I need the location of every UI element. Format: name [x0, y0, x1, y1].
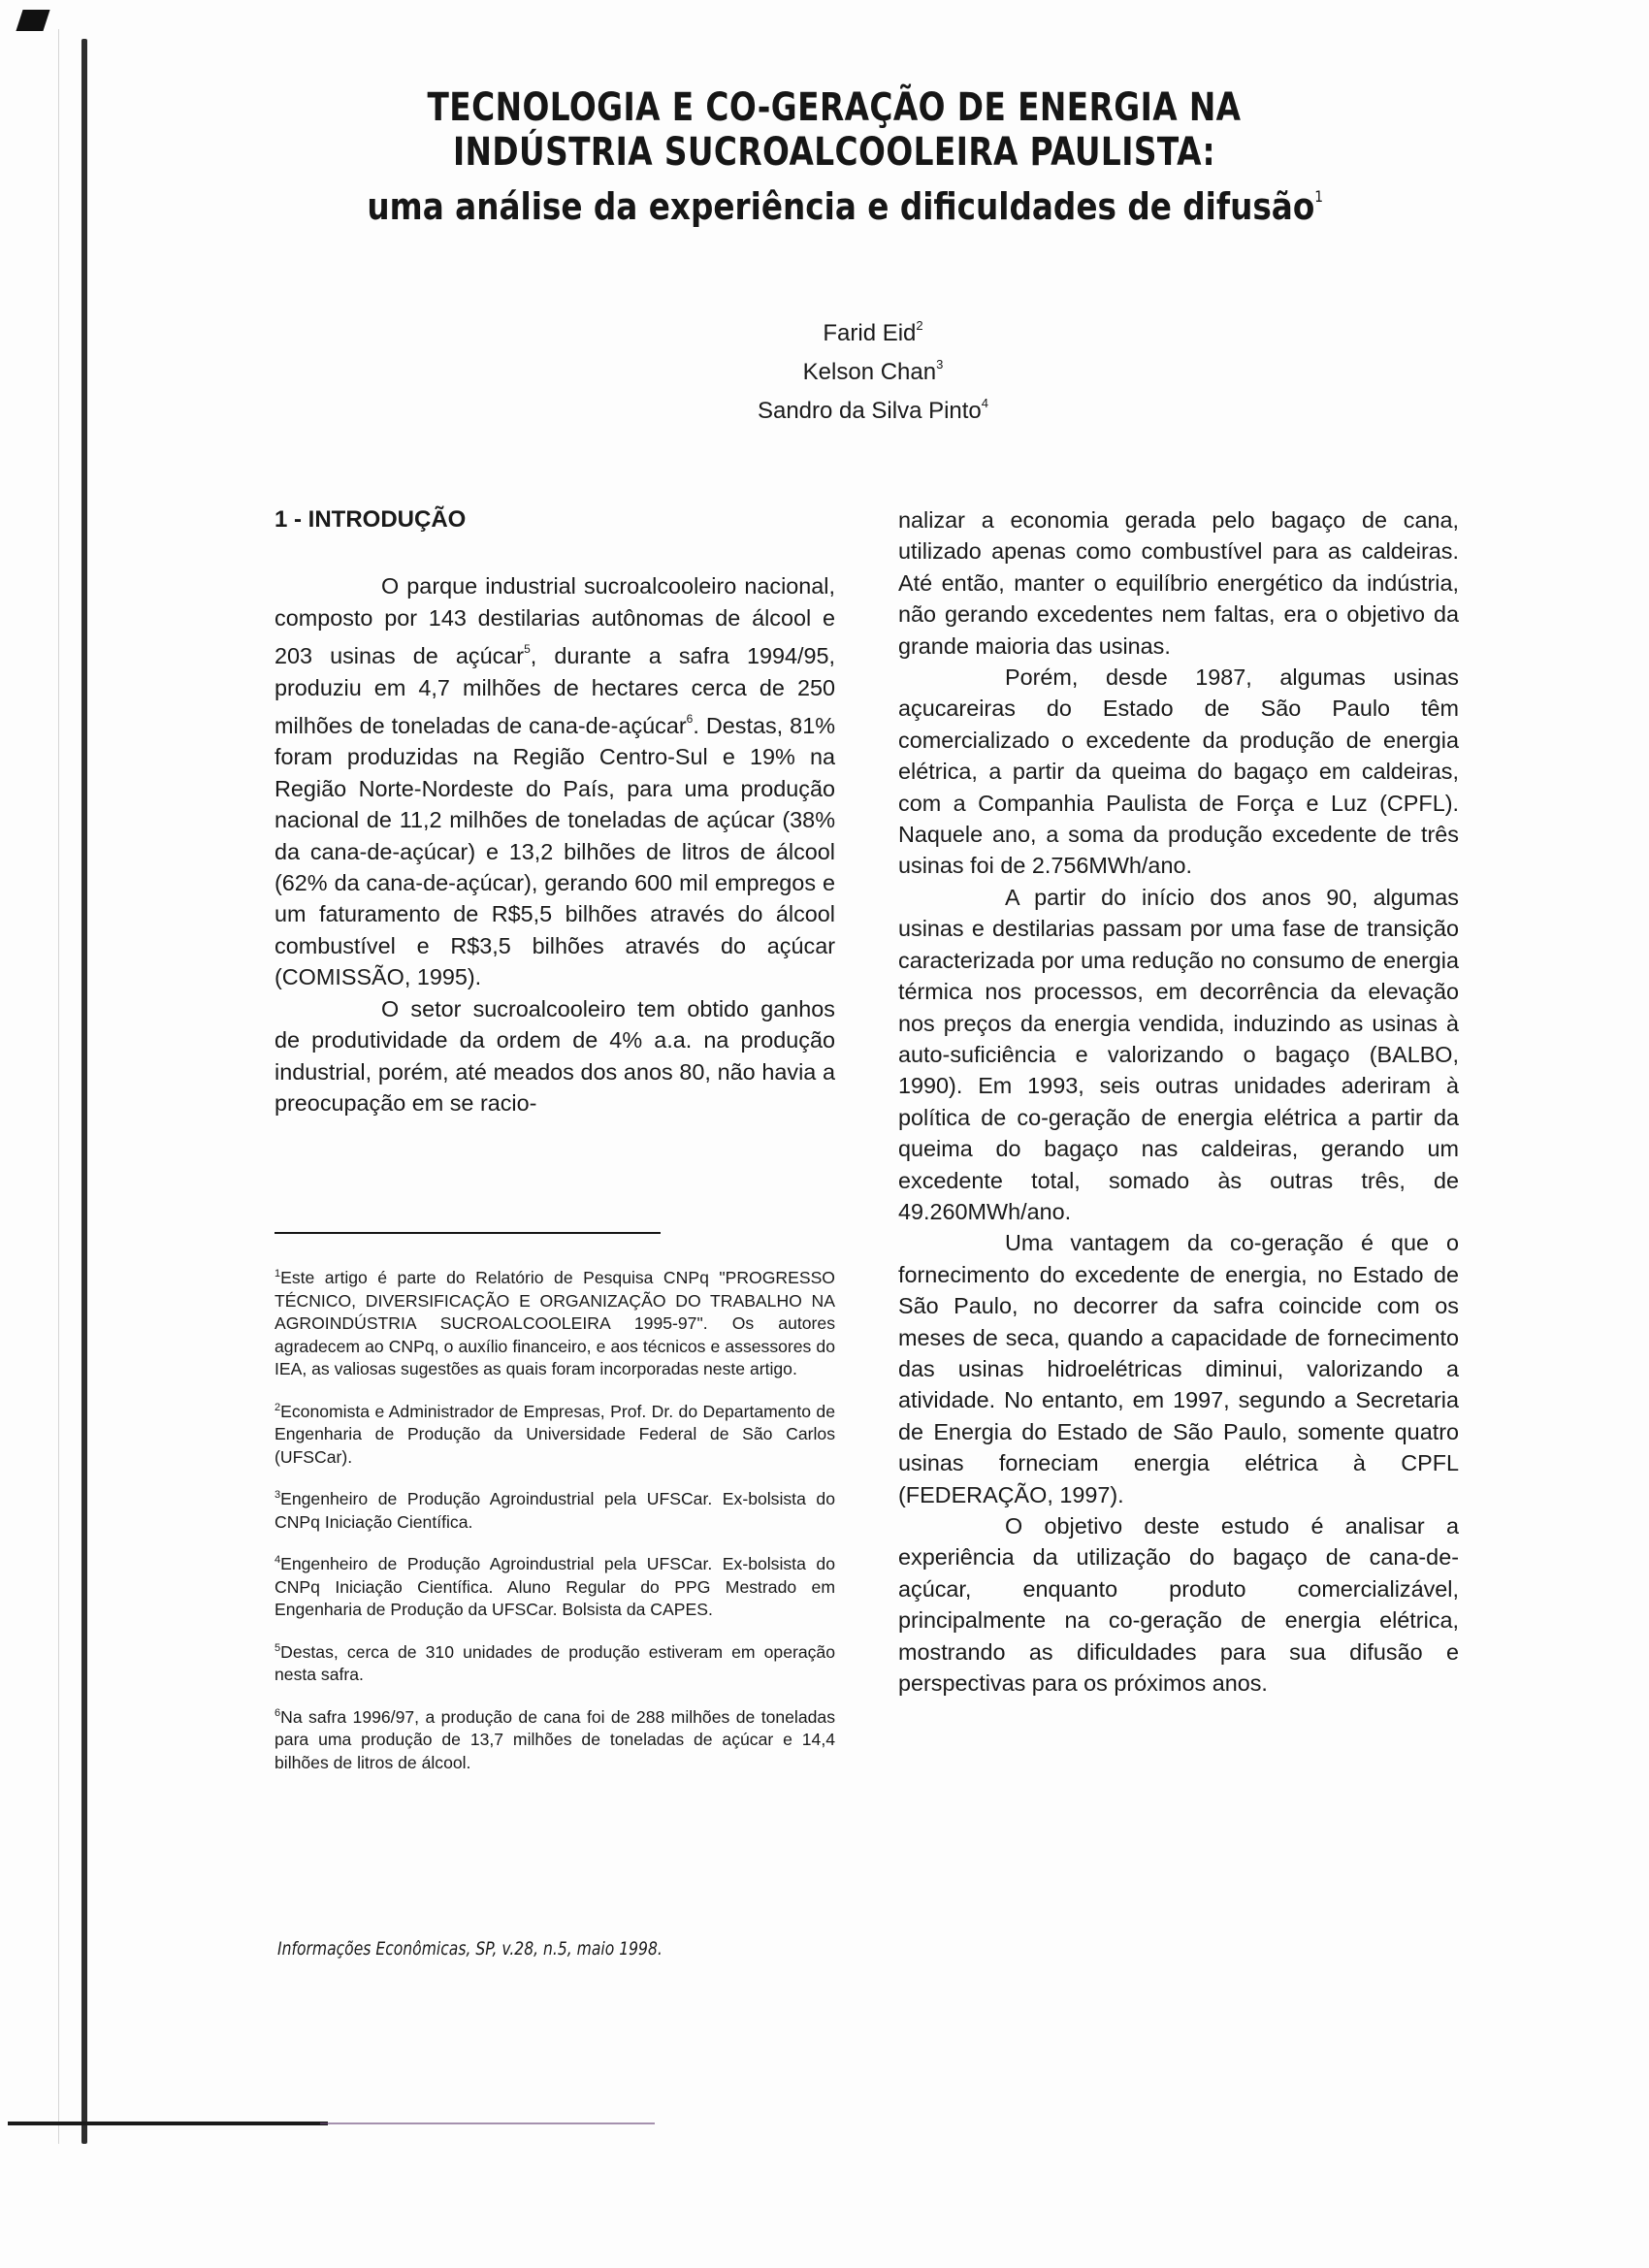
scan-binding-edge	[81, 39, 87, 2144]
footnote-ref[interactable]: 5	[524, 642, 531, 657]
footnote-number: 3	[275, 1489, 281, 1501]
scan-bottom-edge-faint	[320, 2122, 655, 2124]
footnote	[275, 1397, 835, 1470]
footnote-number: 5	[275, 1641, 281, 1654]
paragraph-text: . Destas, 81% foram produzidas na Região Centro-Sul e 19% na Região Norte-Nordeste do País, para uma produção nacional de 11,2 milhões de toneladas de açúcar (38% da cana-de-açúcar) e 13,2 bilhões de litros de álcool (62% da cana-de-açúcar), gerando 600 mil empregos e um faturamento de R$5,5 bilhões através do álcool combustível e R$3,5 bilhões através do açúcar (COMISSÃO, 1995).	[275, 713, 835, 990]
footnote-divider	[275, 1232, 661, 1234]
body-column-left	[275, 504, 835, 1118]
article-subtitle	[367, 175, 1324, 229]
section-heading: 1 - INTRODUÇÃO	[275, 506, 467, 533]
footnote-number: 6	[275, 1706, 281, 1719]
footnote-number: 2	[275, 1401, 281, 1413]
paragraph: Porém, desde 1987, algumas usinas açucareiras do Estado de São Paulo têm comercializado o excedente da produção de energia elétrica, a partir da queima do bagaço em caldeiras, com a Companhia Paulista de Força e Luz (CPFL). Naquele ano, a soma da produção excedente de três usinas foi de 2.756MWh/ano.	[898, 664, 1459, 879]
subtitle-text: uma análise da experiência e dificuldades de difusão	[367, 185, 1315, 228]
paragraph	[275, 570, 835, 992]
scan-corner-artifact	[16, 10, 49, 31]
title-line-1: TECNOLOGIA E CO-GERAÇÃO DE ENERGIA NA	[427, 85, 1242, 130]
paragraph: nalizar a economia gerada pelo bagaço de cana, utilizado apenas como combustível para as caldeiras. Até então, manter o equilíbrio energético da indústria, não gerando excedentes nem faltas, era o objetivo da grande maioria das usinas.	[898, 507, 1459, 659]
author-name: Kelson Chan	[802, 359, 937, 385]
footnote-text: Economista e Administrador de Empresas, Prof. Dr. do Departamento de Engenharia de Produção da Universidade Federal de São Carlos (UFSCar).	[275, 1401, 835, 1467]
footnote	[275, 1263, 835, 1381]
author	[640, 349, 1106, 388]
paragraph: O setor sucroalcooleiro tem obtido ganhos de produtividade da ordem de 4% a.a. na produção industrial, porém, até meados dos anos 80, não havia a preocupação em se racio-	[275, 995, 835, 1116]
author-name: Farid Eid	[823, 320, 917, 346]
paragraph-text: , durante a safra 1994/95, produziu em 4,7 milhões de hectares cerca de 250 milhões de toneladas de cana-de-açúcar	[275, 643, 835, 739]
footnote	[275, 1637, 835, 1687]
footnote-number: 4	[275, 1554, 281, 1566]
author-footnote-ref[interactable]: 2	[916, 318, 923, 333]
footnote-text: Engenheiro de Produção Agroindustrial pela UFSCar. Ex-bolsista do CNPq Iniciação Científica. Aluno Regular do PPG Mestrado em Engenharia de Produção da UFSCar. Bolsista da CAPES.	[275, 1554, 835, 1619]
author	[640, 388, 1106, 427]
footnote-ref[interactable]: 6	[686, 712, 694, 727]
article-title	[291, 85, 1377, 229]
footnote	[275, 1484, 835, 1534]
subtitle-footnote-ref[interactable]: 1	[1314, 187, 1324, 206]
journal-citation-footer: Informações Econômicas, SP, v.28, n.5, maio 1998.	[277, 1938, 663, 1960]
title-line-2: INDÚSTRIA SUCROALCOOLEIRA PAULISTA:	[452, 130, 1216, 175]
author-name: Sandro da Silva Pinto	[757, 398, 982, 424]
body-column-right	[898, 504, 1459, 1699]
footnote	[275, 1702, 835, 1775]
author-list	[640, 310, 1106, 427]
paragraph: Uma vantagem da co-geração é que o fornecimento do excedente de energia, no Estado de São Paulo, no decorrer da safra coincide com os meses de seca, quando a capacidade de fornecimento das usinas hidroelétricas diminui, valorizando a atividade. No entanto, em 1997, segundo a Secretaria de Energia do Estado de São Paulo, somente quatro usinas forneciam energia elétrica à CPFL (FEDERAÇÃO, 1997).	[898, 1230, 1459, 1507]
footnote-text: Este artigo é parte do Relatório de Pesquisa CNPq "PROGRESSO TÉCNICO, DIVERSIFICAÇÃO E ORGANIZAÇÃO DO TRABALHO NA AGROINDÚSTRIA SUCROALCOOLEIRA 1995-97". Os autores agradecem ao CNPq, o auxílio financeiro, e aos técnicos e assessores do IEA, as valiosas sugestões as quais foram incorporadas neste artigo.	[275, 1268, 835, 1378]
footnote-text: Engenheiro de Produção Agroindustrial pela UFSCar. Ex-bolsista do CNPq Iniciação Científica.	[275, 1489, 835, 1532]
scan-edge-faint-line	[58, 29, 59, 2144]
author-footnote-ref[interactable]: 3	[936, 357, 944, 372]
footnote-text: Destas, cerca de 310 unidades de produção estiveram em operação nesta safra.	[275, 1641, 835, 1684]
footnote	[275, 1549, 835, 1622]
author-footnote-ref[interactable]: 4	[981, 396, 989, 410]
scan-bottom-edge	[8, 2122, 328, 2125]
footnote-text: Na safra 1996/97, a produção de cana foi de 288 milhões de toneladas para uma produção de 13,7 milhões de toneladas de açúcar e 14,4 bilhões de litros de álcool.	[275, 1706, 835, 1772]
author	[640, 310, 1106, 349]
paragraph-text: O parque industrial sucroalcooleiro nacional, composto por 143 destilarias autônomas de álcool e 203 usinas de açúcar	[275, 573, 835, 669]
paragraph: A partir do início dos anos 90, algumas usinas e destilarias passam por uma fase de transição caracterizada por uma redução no consumo de energia térmica nos processos, em decorrência da elevação nos preços da energia vendida, induzindo as usinas à auto-suficiência e valorizando o bagaço (BALBO, 1990). Em 1993, seis outras unidades aderiram à política de co-geração de energia elétrica a partir da queima do bagaço nas caldeiras, gerando um excedente total, somado às outras três, de 49.260MWh/ano.	[898, 884, 1459, 1224]
footnote-number: 1	[275, 1268, 281, 1280]
footnotes	[275, 1263, 835, 1790]
paragraph: O objetivo deste estudo é analisar a experiência da utilização do bagaço de cana-de-açúcar, enquanto produto comercializável, principalmente na co-geração de energia elétrica, mostrando as dificuldades para sua difusão e perspectivas para os próximos anos.	[898, 1513, 1459, 1697]
